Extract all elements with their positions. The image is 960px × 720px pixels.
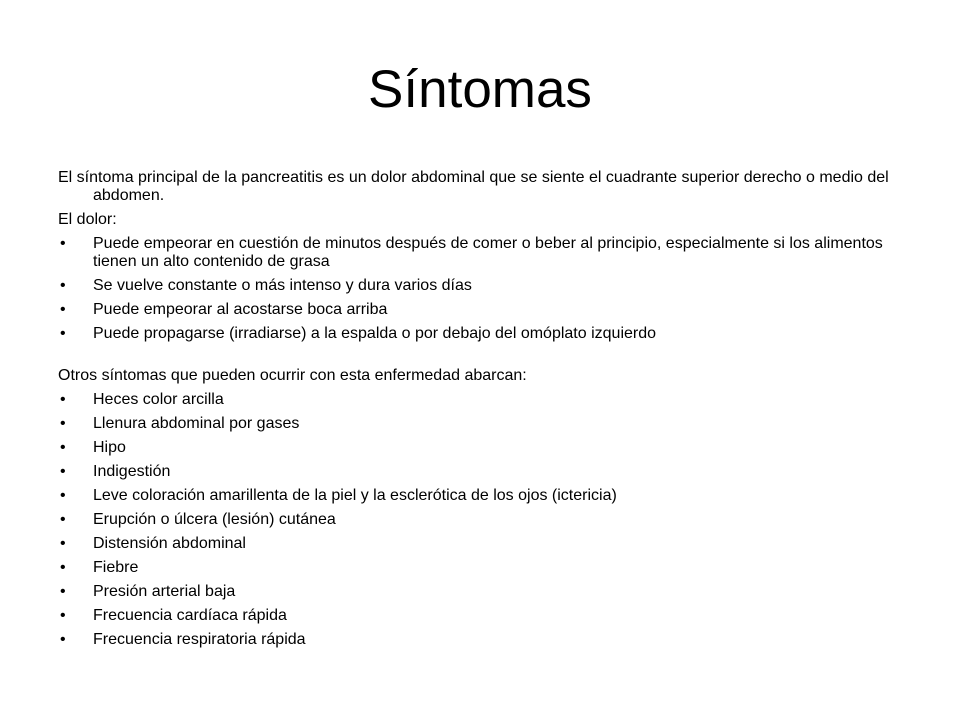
list-item [58, 439, 898, 457]
list-item-text: Hipo [93, 439, 126, 456]
list-item-text: Presión arterial baja [93, 583, 236, 600]
list-item [58, 559, 898, 577]
list-item-text: Leve coloración amarillenta de la piel y la esclerótica de los ojos (ictericia) [93, 487, 617, 504]
list-item [58, 583, 898, 601]
list-item-text: Distensión abdominal [93, 535, 246, 552]
list-item [58, 235, 898, 271]
list-item [58, 631, 898, 649]
list-item-text: Frecuencia respiratoria rápida [93, 631, 306, 648]
bullet-icon: • [60, 463, 66, 480]
list-item-text: Llenura abdominal por gases [93, 415, 300, 432]
pain-label: El dolor: [58, 211, 117, 228]
bullet-icon: • [60, 439, 66, 456]
bullet-icon: • [60, 391, 66, 408]
list-item [58, 487, 898, 505]
bullet-icon: • [60, 511, 66, 528]
bullet-icon: • [60, 583, 66, 600]
bullet-icon: • [60, 325, 66, 342]
list-item [58, 535, 898, 553]
list-item-text: Puede empeorar en cuestión de minutos después de comer o beber al principio, especialmente si los alimentos tienen un alto contenido de grasa [93, 235, 883, 270]
bullet-icon: • [60, 559, 66, 576]
slide-title: Síntomas [368, 60, 592, 119]
list-item [58, 391, 898, 409]
bullet-icon: • [60, 301, 66, 318]
pain-list [58, 235, 898, 343]
bullet-icon: • [60, 487, 66, 504]
slide-body [58, 169, 898, 649]
list-item [58, 511, 898, 529]
list-item-text: Fiebre [93, 559, 139, 576]
list-item-text: Puede empeorar al acostarse boca arriba [93, 301, 388, 318]
bullet-icon: • [60, 631, 66, 648]
list-item [58, 277, 898, 295]
other-symptoms-label: Otros síntomas que pueden ocurrir con esta enfermedad abarcan: [58, 367, 527, 384]
bullet-icon: • [60, 535, 66, 552]
bullet-icon: • [60, 277, 66, 294]
list-item-text: Puede propagarse (irradiarse) a la espalda o por debajo del omóplato izquierdo [93, 325, 657, 342]
bullet-icon: • [60, 235, 66, 252]
list-item-text: Erupción o úlcera (lesión) cutánea [93, 511, 336, 528]
list-item-text: Heces color arcilla [93, 391, 224, 408]
other-symptoms-list [58, 391, 898, 649]
bullet-icon: • [60, 607, 66, 624]
list-item [58, 463, 898, 481]
list-item-text: Indigestión [93, 463, 171, 480]
list-item [58, 415, 898, 433]
list-item-text: Frecuencia cardíaca rápida [93, 607, 287, 624]
list-item [58, 325, 898, 343]
list-item [58, 301, 898, 319]
bullet-icon: • [60, 415, 66, 432]
list-item [58, 607, 898, 625]
list-item-text: Se vuelve constante o más intenso y dura varios días [93, 277, 472, 294]
intro-paragraph: El síntoma principal de la pancreatitis es un dolor abdominal que se siente el cuadrante superior derecho o medio del abdomen. [58, 169, 889, 204]
